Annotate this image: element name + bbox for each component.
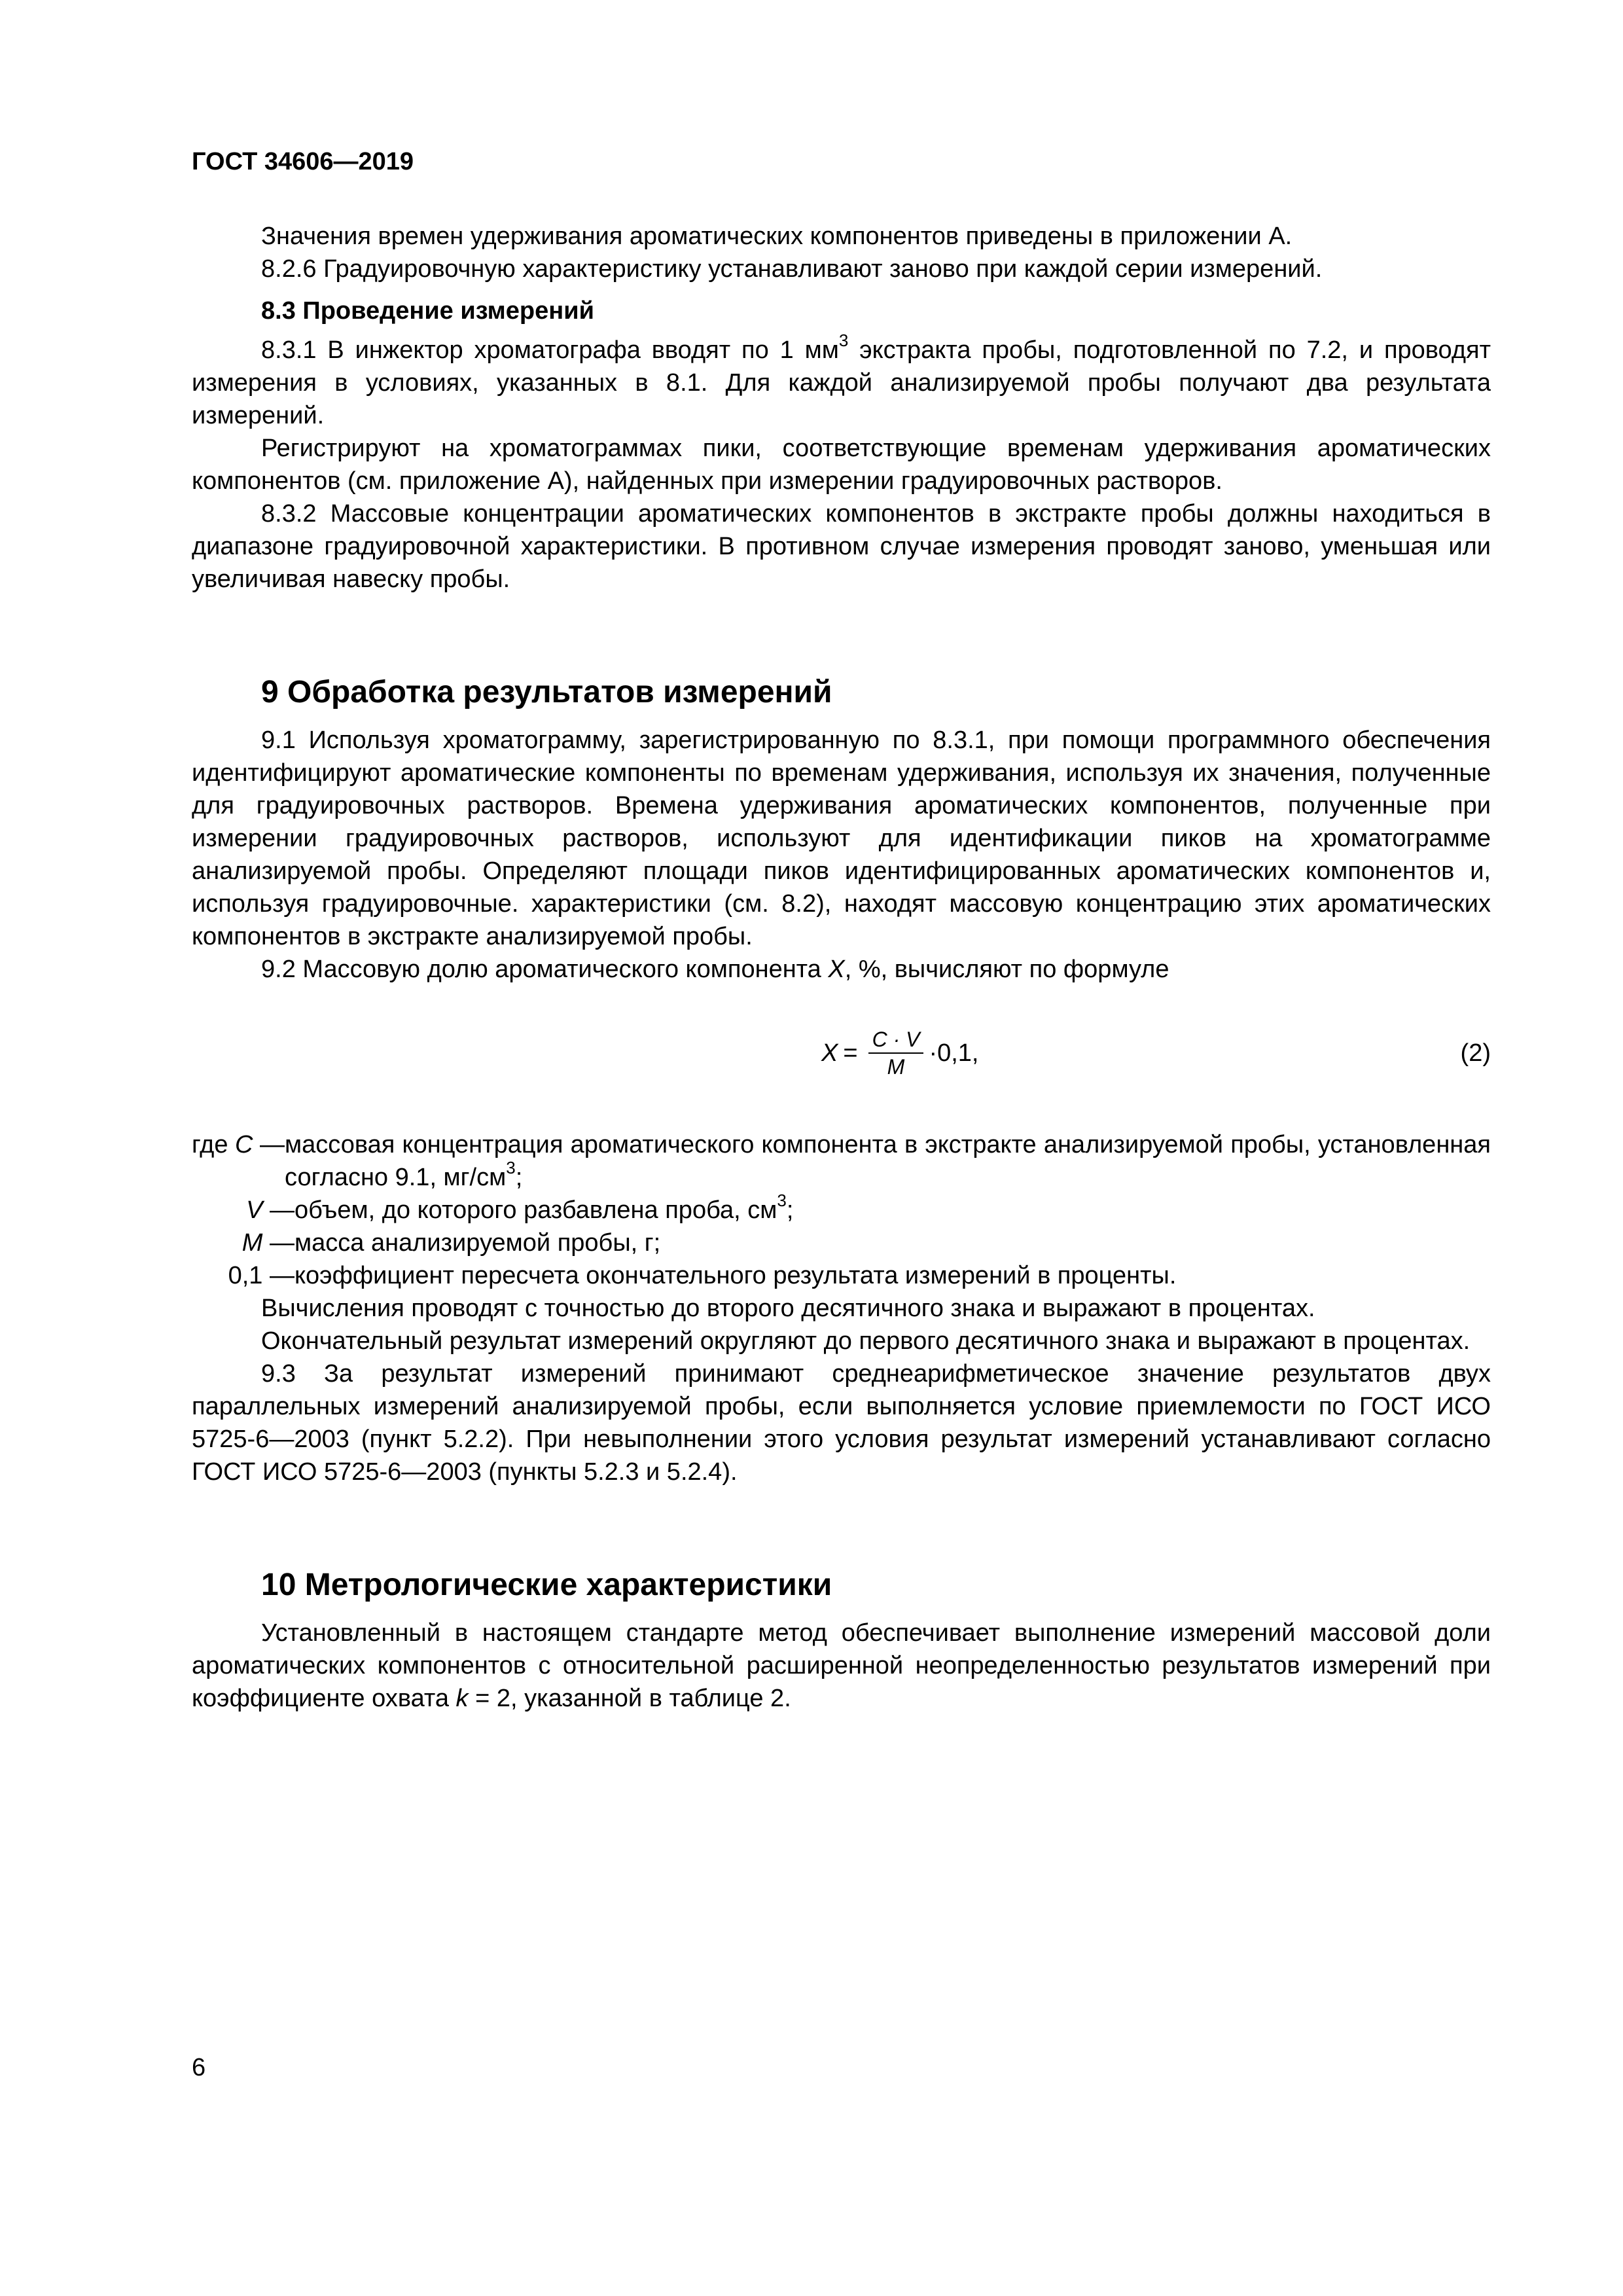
paragraph-9-3: 9.3 За результат измерений принимают среднеарифметическое значение результатов двух параллельных измерений анализируемой пробы, если выполняется условие приемлемости по ГОСТ ИСО 5725-6—2003 (пункт 5.2.2). При невыполнении этого условия результат измерений устанавливают согласно ГОСТ ИСО 5725-6—2003 (пункты 5.2.3 и 5.2.4). xyxy=(192,1360,1491,1486)
section-10-heading: 10 Метрологические характеристики xyxy=(261,1568,832,1602)
formula-expression xyxy=(821,1011,979,1096)
paragraph-8-3-1: 8.3.1 В инжектор хроматографа вводят по 1 $мм^3$ экстракта пробы, подготовленной по 7.2, и проводят измерения в условиях, указанных в 8.1. Для каждой анализируемой пробы получают два результата измерений. xyxy=(192,331,1491,429)
paragraph-final-rounding: Окончательный результат измерений округляют до первого десятичного знака и выражают в процентах. xyxy=(261,1327,1471,1355)
legend-item-m: M — масса анализируемой пробы, г; xyxy=(241,1229,661,1257)
formula-legend xyxy=(192,1128,1491,1292)
paragraph-9-1: 9.1 Используя хроматограмму, зарегистрированную по 8.3.1, при помощи программного обеспечения идентифицируют ароматические компоненты по временам удерживания, используя их значения, полученные для градуировочных растворов. Времена удерживания ароматических компонентов, полученные при измерении градуировочных растворов, используют для идентификации пиков на хроматограмме анализируемой пробы. Определяют площади пиков идентифицированных ароматических компонентов и, используя градуировочные. характеристики (см. 8.2), находят массовую концентрацию этих ароматических компонентов в экстракте анализируемой пробы. xyxy=(192,726,1491,950)
document-header: ГОСТ 34606—2019 xyxy=(192,148,414,175)
legend-item-v: V — объем, до которого разбавлена проба, $см^3$; xyxy=(246,1191,794,1224)
legend-item-coefficient: 0,1 — коэффициент пересчета окончательного результата измерений в проценты. xyxy=(228,1262,1177,1289)
formula-equals: = xyxy=(843,1039,858,1067)
paragraph-retention-times: Значения времен удерживания ароматических компонентов приведены в приложении А. xyxy=(261,223,1293,250)
paragraph-9-2: 9.2 Массовую долю ароматического компонента X, %, вычисляют по формуле xyxy=(261,956,1169,983)
formula-lhs: X xyxy=(821,1039,838,1067)
formula-tail: ·0,1, xyxy=(929,1039,979,1067)
page-number: 6 xyxy=(192,2054,206,2081)
formula-numerator: C · V xyxy=(868,1026,924,1054)
paragraph-8-2-6: 8.2.6 Градуировочную характеристику устанавливают заново при каждой серии измерений. xyxy=(261,255,1323,283)
formula-2 xyxy=(192,1011,1491,1096)
subheading-8-3: 8.3 Проведение измерений xyxy=(261,297,594,325)
formula-fraction xyxy=(868,1026,924,1080)
page-body xyxy=(192,220,1491,1715)
formula-number: (2) xyxy=(1460,1039,1491,1067)
legend-item-c: где C — массовая концентрация ароматического компонента в экстракте анализируемой пробы, установленная согласно 9.1, $мг/см^3$; xyxy=(192,1131,1491,1191)
paragraph-8-3-2: 8.3.2 Массовые концентрации ароматических компонентов в экстракте пробы должны находиться в диапазоне градуировочной характеристики. В противном случае измерения проводят заново, уменьшая или увеличивая навеску пробы. xyxy=(192,500,1491,593)
formula-denominator: M xyxy=(887,1055,905,1079)
paragraph-calculation-precision: Вычисления проводят с точностью до второго десятичного знака и выражают в процентах. xyxy=(261,1295,1315,1322)
section-9-heading: 9 Обработка результатов измерений xyxy=(261,675,832,709)
paragraph-metrological: Установленный в настоящем стандарте метод обеспечивает выполнение измерений массовой доли ароматических компонентов с относительной расширенной неопределенностью результатов измерений при коэффициенте охвата k = 2, указанной в таблице 2. xyxy=(192,1619,1491,1712)
paragraph-register-peaks: Регистрируют на хроматограммах пики, соответствующие временам удерживания ароматических компонентов (см. приложение А), найденных при измерении градуировочных растворов. xyxy=(192,435,1491,495)
